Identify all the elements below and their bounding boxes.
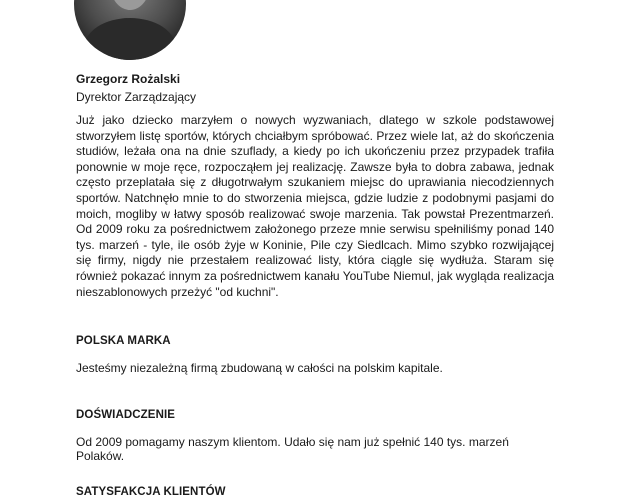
person-role: Dyrektor Zarządzający [76,90,197,104]
profile-photo-shoulders [84,18,176,60]
person-bio: Już jako dziecko marzyłem o nowych wyzwaniach, dlatego w szkole podstawowej stworzyłem listę sportów, których chciałbym spróbować. Przez wiele lat, aż do skończenia studiów, leżała ona na dnie szuflady, a kiedy po ich ukończeniu przez przypadek trafiła ponownie w moje ręce, rozpocząłem jej realizację. Zawsze była to dobra zabawa, jednak często przeplatała się z długotrwałym szukaniem miejsc do uprawiania niecodziennych sportów. Natchnęło mnie to do stworzenia miejsca, gdzie ludzie z podobnymi pasjami do moich, mogliby w łatwy sposób realizować swoje marzenia. Tak powstał Prezentmarzeń. Od 2009 roku za pośrednictwem założonego przeze mnie serwisu spełniliśmy ponad 140 tys. marzeń - tyle, ile osób żyje w Koninie, Pile czy Siedlcach. Mimo szybko rozwijającej się firmy, nigdy nie przestałem realizować listy, która ciągle się wydłuża. Staram się również pokazać innym za pośrednictwem kanału YouTube Niemul, jak wygląda realizacja nieszablonowych przeżyć "od kuchni". [76,113,554,299]
section-heading-doswiadczenie: DOŚWIADCZENIE [76,409,176,421]
section-text-polska-marka: Jesteśmy niezależną firmą zbudowaną w całości na polskim kapitale. [76,361,443,375]
person-name: Grzegorz Rożalski [76,72,181,86]
profile-photo [74,0,186,60]
profile-photo-face [110,0,150,10]
section-heading-satysfakcja-klientow: SATYSFAKCJA KLIENTÓW [76,486,226,498]
section-text-doswiadczenie: Od 2009 pomagamy naszym klientom. Udało się nam już spełnić 140 tys. marzeń Polaków. [76,435,509,463]
section-heading-polska-marka: POLSKA MARKA [76,335,171,347]
